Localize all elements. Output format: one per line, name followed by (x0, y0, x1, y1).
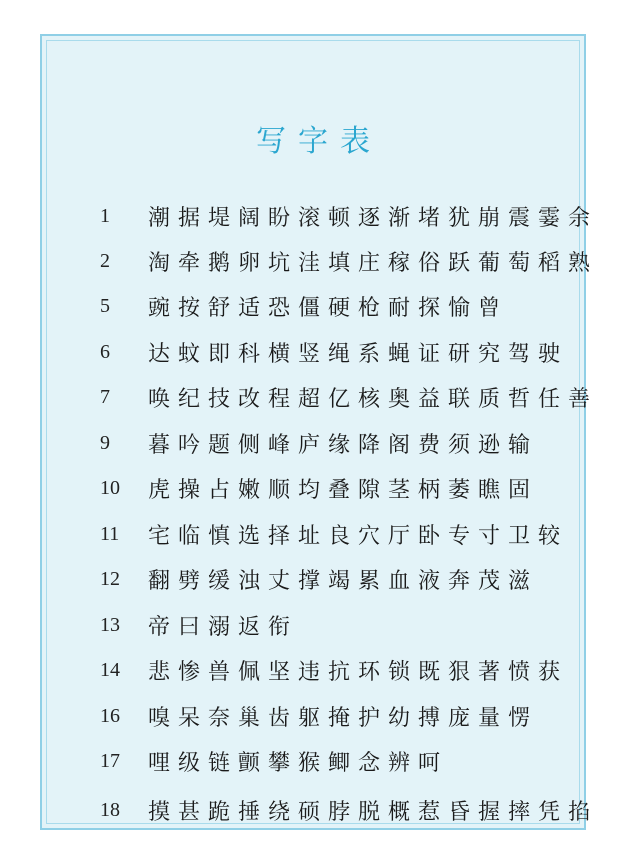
list-item (100, 286, 508, 326)
lesson-characters: 帝曰溺返衔 (148, 614, 299, 640)
lesson-number: 9 (100, 431, 110, 454)
page-title: 写字表 (256, 124, 382, 159)
list-item (100, 332, 568, 372)
lesson-number: 11 (100, 522, 120, 545)
list-item (100, 423, 538, 463)
lesson-number: 14 (100, 658, 120, 681)
list-item (100, 790, 598, 830)
list-item (100, 196, 598, 236)
lesson-characters: 淘牵鹅卵坑洼填庄稼俗跃葡萄稻熟 (148, 250, 599, 276)
lesson-number: 2 (100, 249, 110, 272)
list-item (100, 605, 298, 645)
writing-table-frame (40, 34, 599, 830)
list-item (100, 377, 598, 417)
lesson-characters: 虎操占嫩顺均叠隙茎柄萎瞧固 (148, 477, 539, 503)
lesson-number: 17 (100, 749, 120, 772)
lesson-characters: 唤纪技改程超亿核奥益联质哲任善 (148, 386, 599, 412)
lesson-number: 18 (100, 798, 120, 821)
lesson-number: 1 (100, 204, 110, 227)
lesson-characters: 嗅呆奈巢齿躯掩护幼搏庞量愣 (148, 705, 539, 731)
lesson-characters: 悲惨兽佩坚违抗环锁既狠著愤获 (148, 659, 569, 685)
list-item (100, 514, 568, 554)
lesson-characters: 翻劈缓浊丈撑竭累血液奔茂滋 (148, 568, 539, 594)
lesson-number: 12 (100, 567, 120, 590)
list-item (100, 241, 598, 281)
lesson-number: 5 (100, 294, 110, 317)
list-item (100, 468, 538, 508)
lesson-number: 10 (100, 476, 120, 499)
lesson-characters: 豌按舒适恐僵硬枪耐探愉曾 (148, 295, 509, 321)
lesson-characters: 宅临慎选择址良穴厅卧专寸卫较 (148, 523, 569, 549)
list-item (100, 650, 568, 690)
list-item (100, 741, 448, 781)
list-item (100, 559, 538, 599)
list-item (100, 696, 538, 736)
lesson-characters: 暮吟题侧峰庐缘降阁费须逊输 (148, 432, 539, 458)
lesson-characters: 哩级链颤攀猴鲫念辨呵 (148, 750, 449, 776)
lesson-characters: 摸甚跪捶绕硕脖脱概惹昏握摔凭掐 (148, 799, 599, 825)
lesson-number: 6 (100, 340, 110, 363)
lesson-number: 13 (100, 613, 120, 636)
lesson-number: 16 (100, 704, 120, 727)
lesson-characters: 达蚊即科横竖绳系蝇证研究驾驶 (148, 341, 569, 367)
lesson-number: 7 (100, 385, 110, 408)
lesson-characters: 潮据堤阔盼滚顿逐渐堵犹崩震霎余 (148, 205, 599, 231)
